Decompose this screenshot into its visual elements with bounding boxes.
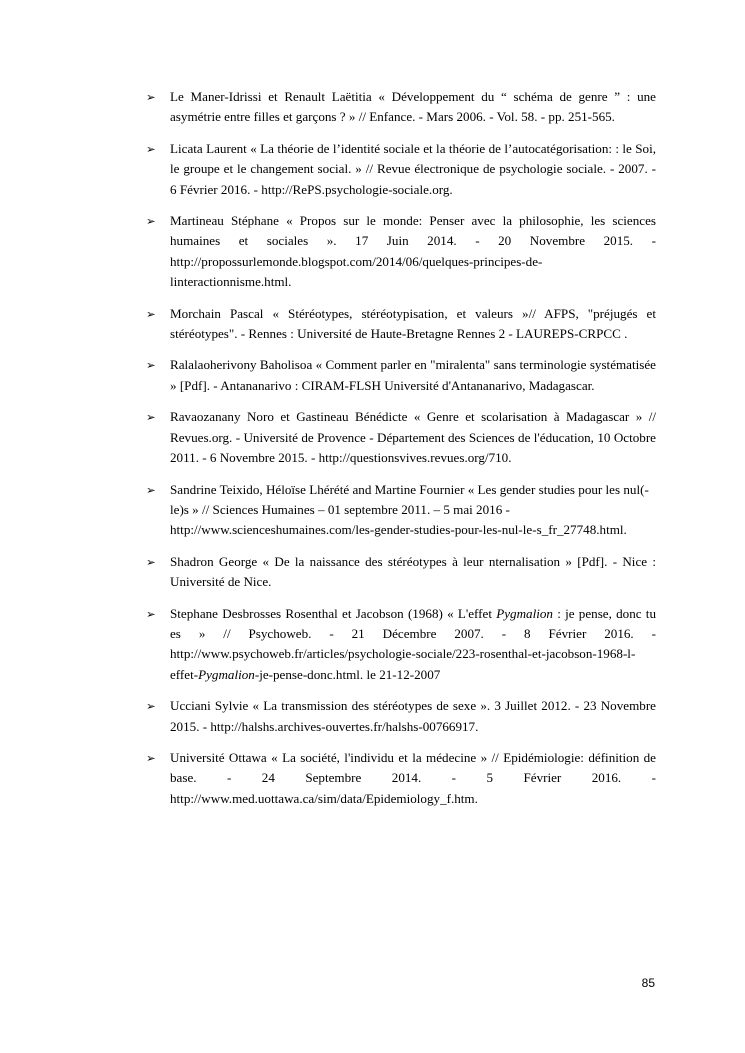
reference-text: Morchain Pascal « Stéréotypes, stéréotypisation, et valeurs »// AFPS, "préjugés et stéréotypes". - Rennes : Université de Haute-Bretagne Rennes 2 - LAUREPS-CRPCC . (170, 305, 656, 342)
arrow-bullet-icon: ➢ (146, 699, 156, 714)
arrow-bullet-icon: ➢ (146, 90, 156, 104)
reference-item (146, 355, 656, 396)
arrow-bullet-icon: ➢ (146, 141, 156, 156)
reference-item (146, 87, 656, 128)
reference-text: Sandrine Teixido, Héloïse Lhérété and Martine Fournier « Les gender studies pour les nul(-le)s » // Sciences Humaines – 01 septembre 2011. – 5 mai 2016 - http://www.scienceshumaines.com/les-gender-studies-pour-les-nul-le-s_fr_27748.html. (170, 481, 649, 538)
reference-text: Ralalaoherivony Baholisoa « Comment parler en "miralenta" sans terminologie systématisée » [Pdf]. - Antananarivo : CIRAM-FLSH Université d'Antananarivo, Madagascar. (170, 357, 656, 393)
reference-text: Ravaozanany Noro et Gastineau Bénédicte « Genre et scolarisation à Madagascar » // Revues.org. - Université de Provence - Département des Sciences de l'éducation, 10 Octobre 2011. - 6 Novembre 2015. - http://questionsvives.revues.org/710. (170, 409, 656, 466)
reference-item (146, 696, 656, 737)
reference-item (146, 407, 656, 468)
reference-item (146, 139, 656, 200)
reference-text: Martineau Stéphane « Propos sur le monde: Penser avec la philosophie, les sciences humaines et sociales ». 17 Juin 2014. - 20 Novembre 2015. - http://propossurlemonde.blogspot.com/2014/06/quelques-principes-de-linteractionnisme.html. (170, 213, 656, 290)
reference-item (146, 480, 656, 541)
reference-text: Licata Laurent « La théorie de l’identité sociale et la théorie de l’autocatégorisation: : le Soi, le groupe et le changement social. » // Revue électronique de psychologie sociale. - 2007. - 6 Février 2016. - http://RePS.psychologie-sociale.org. (170, 140, 656, 197)
reference-item (146, 304, 656, 345)
reference-text: Le Maner-Idrissi et Renault Laëtitia « Développement du “ schéma de genre ” : une asymétrie entre filles et garçons ? » // Enfance. - Mars 2006. - Vol. 58. - pp. 251-565. (170, 89, 656, 125)
arrow-bullet-icon: ➢ (146, 214, 156, 229)
arrow-bullet-icon: ➢ (146, 606, 156, 621)
arrow-bullet-icon: ➢ (146, 358, 156, 373)
arrow-bullet-icon: ➢ (146, 554, 156, 569)
page-number: 85 (641, 976, 655, 990)
reference-text: Stephane Desbrosses Rosenthal et Jacobson (1968) « L'effet Pygmalion : je pense, donc tu es » // Psychoweb. - 21 Décembre 2007. - 8 Février 2016. - http://www.psychoweb.fr/articles/psychologie-sociale/223-rosenthal-et-jacobson-1968-l-effet-Pygmalion-je-pense-donc.html. le 21-12-2007 (170, 605, 656, 682)
arrow-bullet-icon: ➢ (146, 750, 156, 765)
reference-item (146, 604, 656, 686)
reference-item (146, 748, 656, 809)
italic-title: Pygmalion (496, 605, 553, 621)
italic-title: Pygmalion (198, 666, 255, 682)
reference-item (146, 552, 656, 593)
arrow-bullet-icon: ➢ (146, 306, 156, 321)
reference-text: Shadron George « De la naissance des stéréotypes à leur nternalisation » [Pdf]. - Nice : Université de Nice. (170, 553, 656, 590)
reference-list (146, 87, 656, 820)
reference-text: Université Ottawa « La société, l'individu et la médecine » // Epidémiologie: définition de base. - 24 Septembre 2014. - 5 Février 2016. - http://www.med.uottawa.ca/sim/data/Epidemiology_f.htm. (170, 749, 656, 806)
reference-text: Ucciani Sylvie « La transmission des stéréotypes de sexe ». 3 Juillet 2012. - 23 Novembre 2015. - http://halshs.archives-ouvertes.fr/halshs-00766917. (170, 698, 656, 734)
reference-item (146, 211, 656, 293)
arrow-bullet-icon: ➢ (146, 482, 156, 497)
arrow-bullet-icon: ➢ (146, 410, 156, 425)
